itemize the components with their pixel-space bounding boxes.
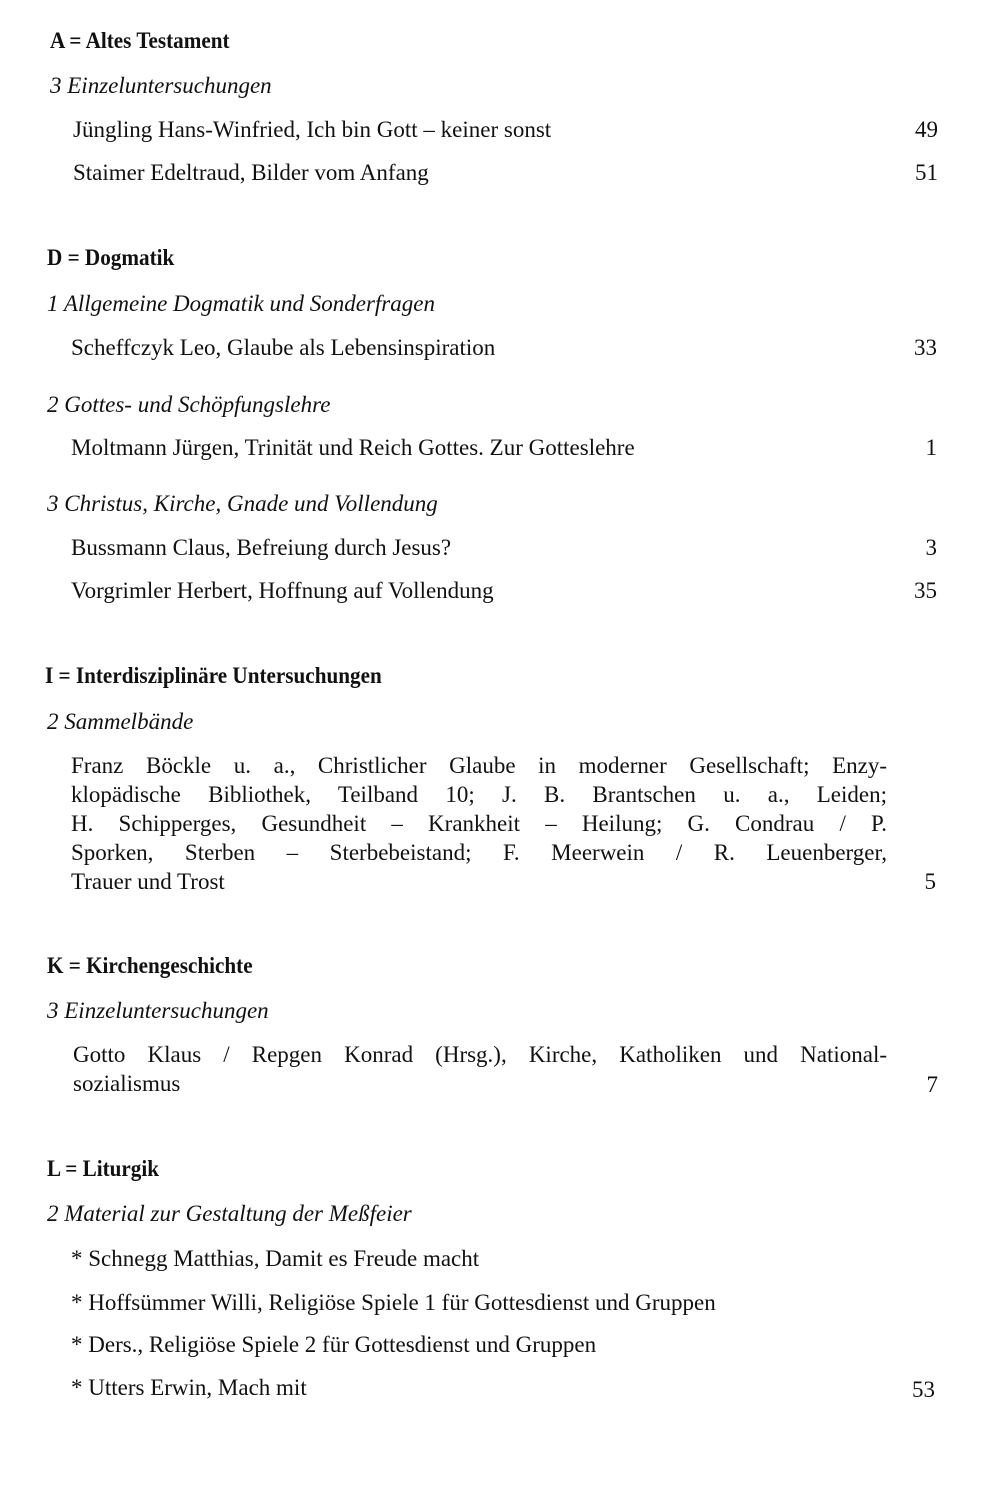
index-entry-multiline: [71, 751, 887, 896]
subsection-title: 2 Gottes- und Schöpfungslehre: [47, 392, 331, 417]
page-number: 3: [925, 535, 937, 560]
index-entry: * Ders., Religiöse Spiele 2 für Gottesdienst und Gruppen: [71, 1332, 597, 1357]
section-heading-a: A = Altes Testament: [50, 28, 230, 53]
index-entry: * Schnegg Matthias, Damit es Freude macht: [71, 1246, 480, 1271]
page-number: 35: [914, 578, 937, 603]
page-number: 7: [926, 1072, 938, 1097]
page-number: 5: [924, 869, 936, 894]
index-entry: Jüngling Hans-Winfried, Ich bin Gott – keiner sonst: [73, 117, 552, 142]
page-number: 33: [914, 335, 937, 360]
entry-line: Gotto Klaus / Repgen Konrad (Hrsg.), Kirche, Katholiken und National-: [73, 1042, 887, 1067]
entry-line: H. Schipperges, Gesundheit – Krankheit – Heilung; G. Condrau / P.: [71, 811, 887, 836]
index-entry: Bussmann Claus, Befreiung durch Jesus?: [71, 535, 452, 560]
entry-line: Sporken, Sterben – Sterbebeistand; F. Meerwein / R. Leuenberger,: [71, 840, 887, 865]
entry-line: klopädische Bibliothek, Teilband 10; J. B. Brantschen u. a., Leiden;: [71, 782, 887, 807]
index-entry: Moltmann Jürgen, Trinität und Reich Gottes. Zur Gotteslehre: [71, 435, 635, 460]
index-entry: Scheffczyk Leo, Glaube als Lebensinspiration: [71, 335, 496, 360]
page-number: 49: [915, 117, 938, 142]
section-heading-d: D = Dogmatik: [47, 245, 175, 270]
index-entry: Staimer Edeltraud, Bilder vom Anfang: [73, 160, 429, 185]
subsection-title: 2 Sammelbände: [47, 709, 194, 734]
index-entry: * Hoffsümmer Willi, Religiöse Spiele 1 für Gottesdienst und Gruppen: [71, 1290, 716, 1315]
subsection-title: 3 Einzeluntersuchungen: [47, 998, 269, 1023]
section-heading-i: I = Interdisziplinäre Untersuchungen: [45, 663, 382, 688]
page-number: 53: [912, 1377, 935, 1402]
index-entry-multiline: [73, 1040, 887, 1098]
entry-line: Trauer und Trost: [71, 869, 225, 894]
index-entry: * Utters Erwin, Mach mit: [71, 1375, 307, 1400]
subsection-title: 1 Allgemeine Dogmatik und Sonderfragen: [47, 291, 435, 316]
page-number: 51: [915, 160, 938, 185]
subsection-title: 3 Christus, Kirche, Gnade und Vollendung: [47, 491, 438, 516]
section-heading-k: K = Kirchengeschichte: [47, 953, 253, 978]
entry-line: Franz Böckle u. a., Christlicher Glaube in moderner Gesellschaft; Enzy-: [71, 753, 887, 778]
index-entry: Vorgrimler Herbert, Hoffnung auf Vollendung: [71, 578, 494, 603]
subsection-title: 2 Material zur Gestaltung der Meßfeier: [47, 1201, 412, 1226]
page-number: 1: [925, 435, 937, 460]
subsection-title: 3 Einzeluntersuchungen: [50, 73, 272, 98]
section-heading-l: L = Liturgik: [47, 1156, 160, 1181]
entry-line: sozialismus: [73, 1071, 181, 1096]
